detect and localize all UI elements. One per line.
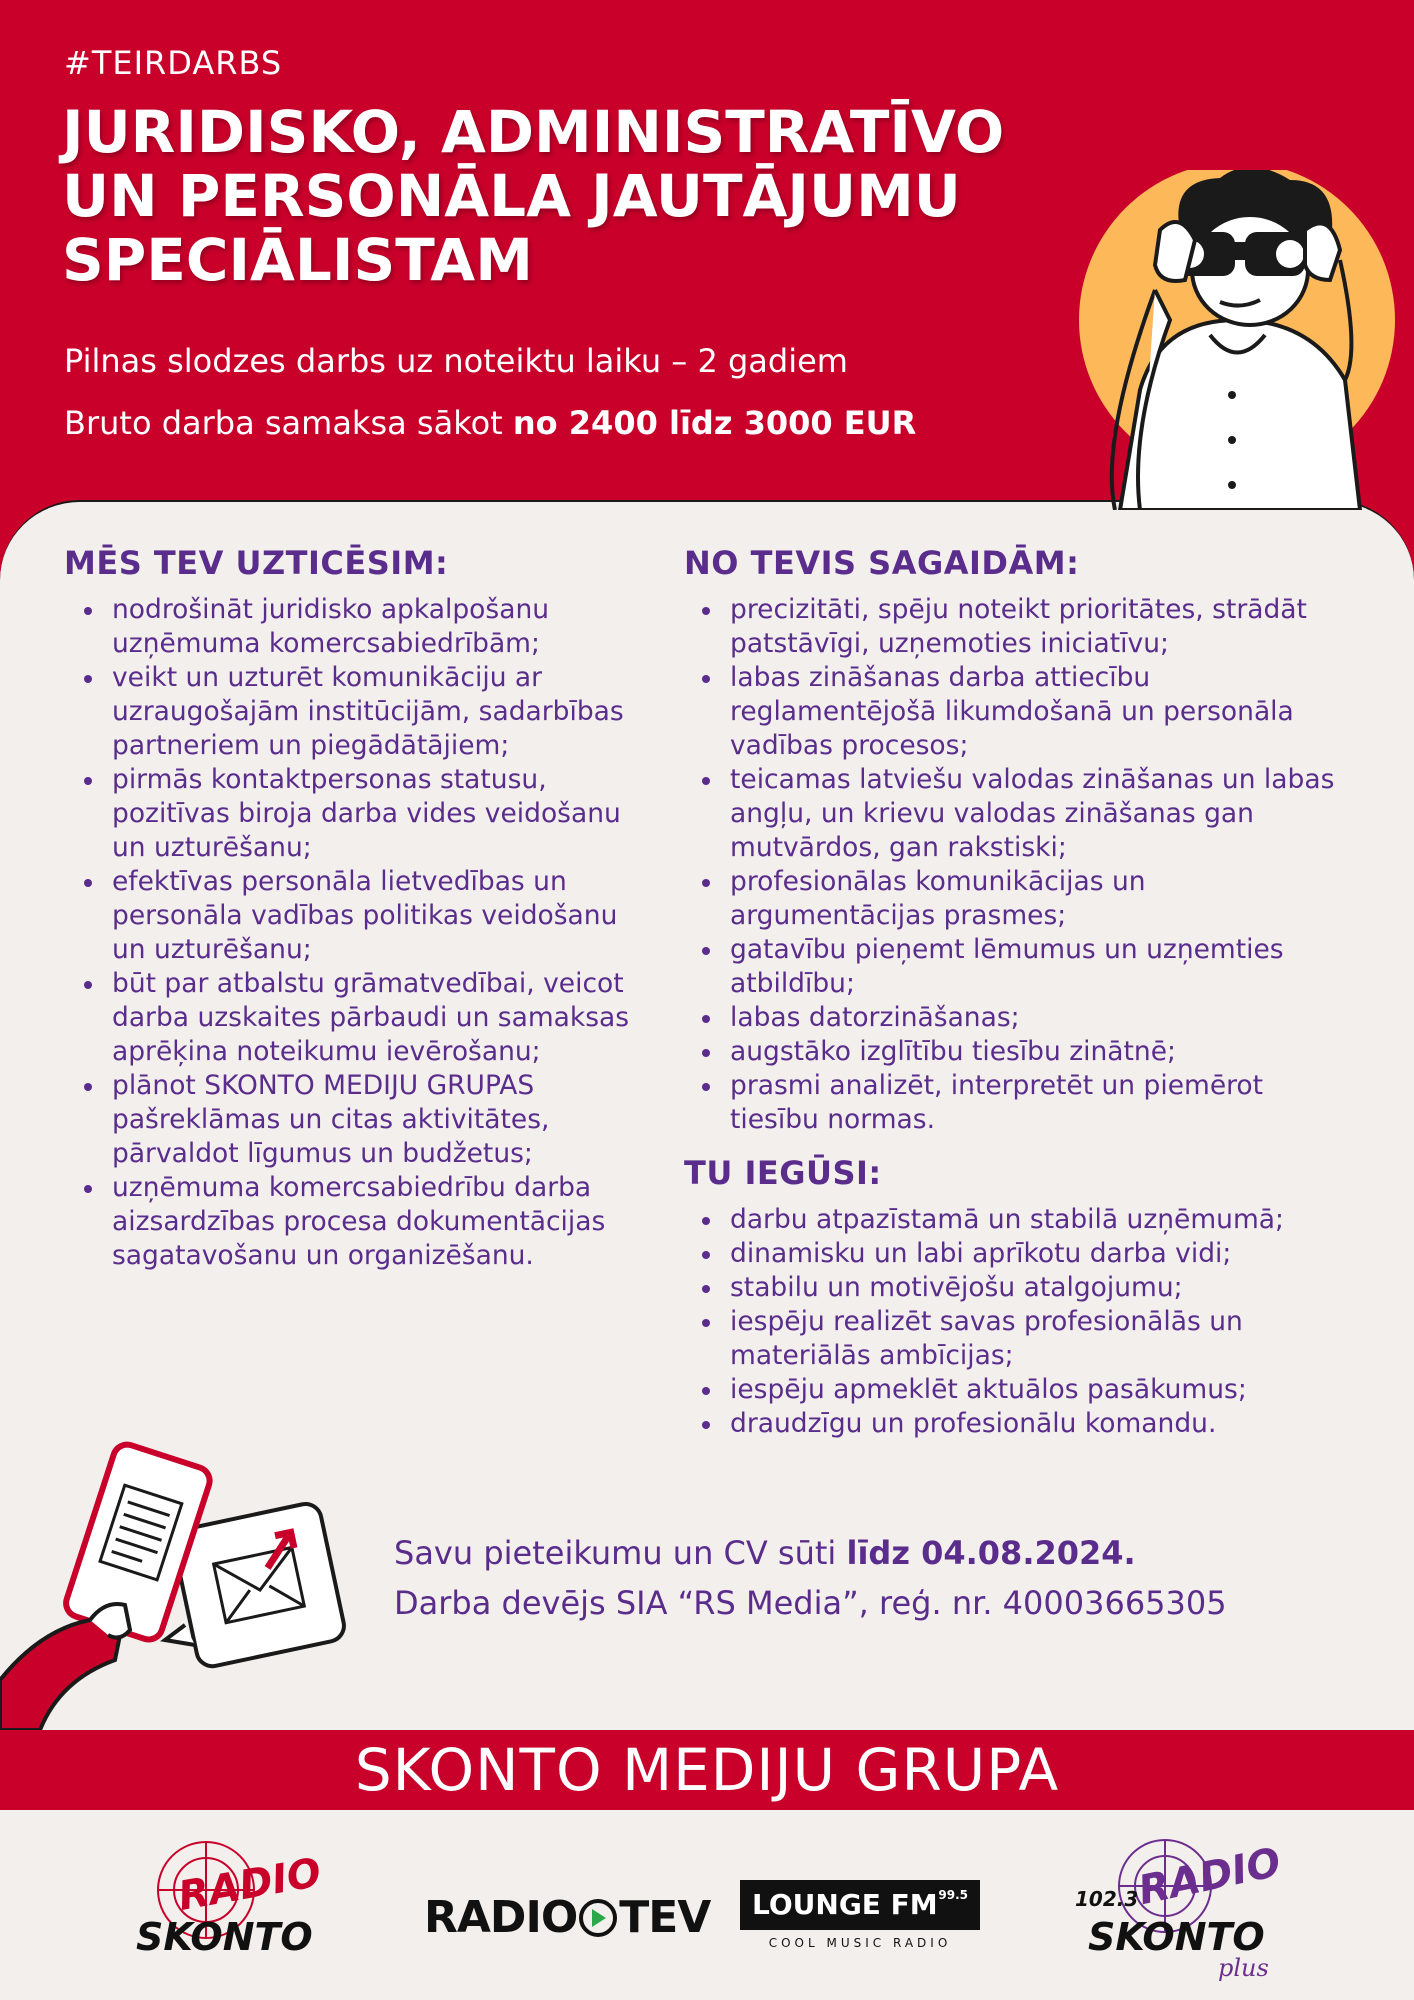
lounge-fm-name: LOUNGE FM [752, 1888, 938, 1921]
list-item: būt par atbalstu grāmatvedībai, veicot darba uzskaites pārbaudi un samaksas aprēķina noteikumu ievērošanu; [64, 967, 634, 1069]
list-item: labas datorzināšanas; [682, 1001, 1342, 1035]
svg-text:102.3: 102.3 [1075, 1887, 1139, 1911]
radio-tev-logo [424, 1892, 710, 1943]
employer-line: Darba devējs SIA “RS Media”, reģ. nr. 40003665305 [394, 1584, 1227, 1622]
job-title-line: SPECIĀLISTAM [62, 226, 533, 294]
list-item: uzņēmuma komercsabiedrību darba aizsardzības procesa dokumentācijas sagatavošanu un organizēšanu. [64, 1171, 634, 1273]
svg-text:RADIO: RADIO [1134, 1839, 1285, 1915]
logo-strip [0, 1810, 1414, 2000]
expect-list [682, 593, 1342, 1137]
hashtag: #TEIRDARBS [64, 44, 283, 82]
svg-text:RADIO: RADIO [174, 1849, 325, 1920]
salary-range: no 2400 līdz 3000 EUR [512, 404, 917, 442]
list-item: prasmi analizēt, interpretēt un piemērot tiesību normas. [682, 1069, 1342, 1137]
svg-text:SKONTO: SKONTO [1088, 1915, 1265, 1959]
list-item: stabilu un motivējošu atalgojumu; [682, 1271, 1342, 1305]
list-item: darbu atpazīstamā un stabilā uzņēmumā; [682, 1203, 1342, 1237]
job-title-line: JURIDISKO, ADMINISTRATĪVO [62, 98, 1005, 166]
list-item: plānot SKONTO MEDIJU GRUPAS pašreklāmas un citas aktivitātes, pārvaldot līgumus un budžetus; [64, 1069, 634, 1171]
radio-skonto-plus-logo [1070, 1826, 1290, 1986]
list-item: iespēju realizēt savas profesionālās un materiālās ambīcijas; [682, 1305, 1342, 1373]
trust-heading: MĒS TEV UZTICĒSIM: [64, 544, 449, 582]
deadline-prefix: Savu pieteikumu un CV sūti [394, 1534, 847, 1572]
radio-tev-left: RADIO [424, 1892, 578, 1943]
list-item: iespēju apmeklēt aktuālos pasākumus; [682, 1373, 1342, 1407]
deadline-date: līdz 04.08.2024. [846, 1534, 1136, 1572]
phone-envelope-illustration [0, 1430, 360, 1730]
list-item: teicamas latviešu valodas zināšanas un labas angļu, un krievu valodas zināšanas gan mutvārdos, gan rakstiski; [682, 763, 1342, 865]
trust-list [64, 593, 634, 1273]
svg-text:plus: plus [1218, 1954, 1269, 1982]
list-item: profesionālas komunikācijas un argumentācijas prasmes; [682, 865, 1342, 933]
salary-prefix: Bruto darba samaksa sākot [64, 404, 513, 442]
radio-skonto-logo [136, 1838, 336, 1958]
job-title-line: UN PERSONĀLA JAUTĀJUMU [62, 162, 961, 230]
list-item: labas zināšanas darba attiecību reglamentējošā likumdošanā un personāla vadības procesos; [682, 661, 1342, 763]
salary-line [64, 404, 916, 442]
list-item: precizitāti, spēju noteikt prioritātes, strādāt patstāvīgi, uzņemoties iniciatīvu; [682, 593, 1342, 661]
svg-text:SKONTO: SKONTO [136, 1915, 313, 1958]
benefits-list [682, 1203, 1342, 1441]
expect-heading: NO TEVIS SAGAIDĀM: [684, 544, 1080, 582]
radio-tev-right: TEV [619, 1892, 711, 1943]
list-item: pirmās kontaktpersonas statusu, pozitīvas biroja darba vides veidošanu un uzturēšanu; [64, 763, 634, 865]
binoculars-person-illustration [1060, 170, 1414, 510]
brand-banner: SKONTO MEDIJU GRUPA [0, 1730, 1414, 1810]
lounge-fm-tagline: COOL MUSIC RADIO [768, 1936, 952, 1950]
list-item: augstāko izglītību tiesību zinātnē; [682, 1035, 1342, 1069]
list-item: efektīvas personāla lietvedības un personāla vadības politikas veidošanu un uzturēšanu; [64, 865, 634, 967]
deadline-line [394, 1528, 1227, 1578]
job-title [62, 100, 1122, 292]
employment-type: Pilnas slodzes darbs uz noteiktu laiku – 2 gadiem [64, 342, 848, 380]
benefits-heading: TU IEGŪSI: [684, 1154, 882, 1192]
list-item: draudzīgu un profesionālu komandu. [682, 1407, 1342, 1441]
list-item: veikt un uzturēt komunikāciju ar uzraugošajām institūcijām, sadarbības partneriem un piegādātājiem; [64, 661, 634, 763]
application-info [394, 1528, 1227, 1628]
list-item: gatavību pieņemt lēmumus un uzņemties atbildību; [682, 933, 1342, 1001]
list-item: dinamisku un labi aprīkotu darba vidi; [682, 1237, 1342, 1271]
lounge-fm-logo [740, 1880, 980, 1970]
lounge-fm-frequency: 99.5 [938, 1888, 968, 1902]
list-item: nodrošināt juridisko apkalpošanu uzņēmuma komercsabiedrībām; [64, 593, 634, 661]
play-icon [579, 1899, 617, 1937]
